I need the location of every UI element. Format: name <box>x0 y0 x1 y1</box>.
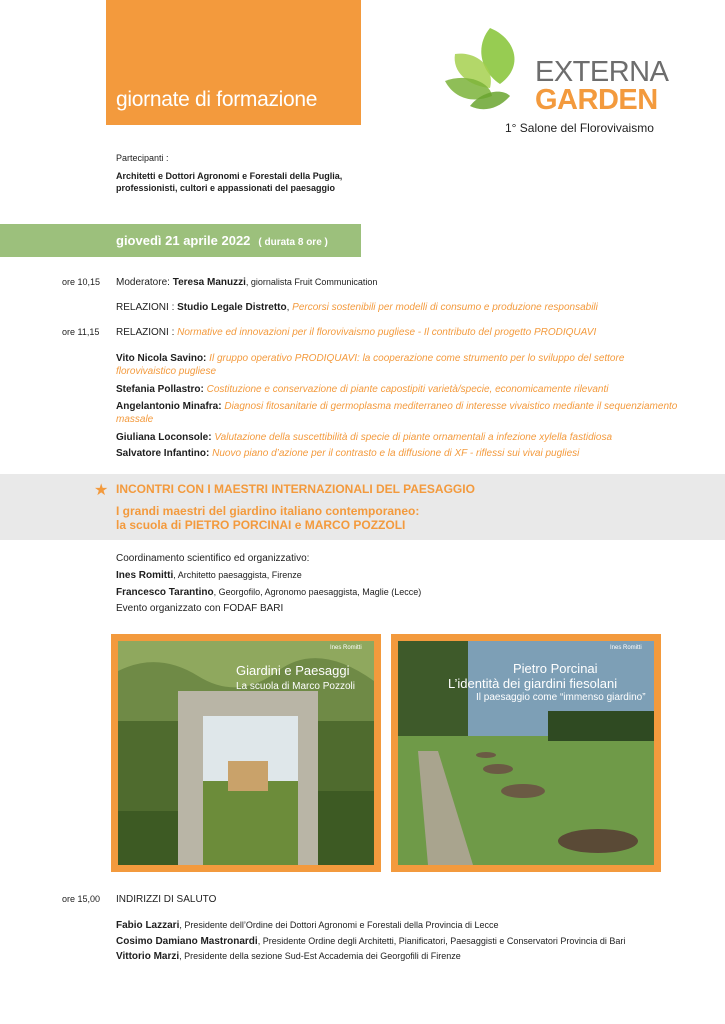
book-title: Pietro Porcinai <box>513 661 598 676</box>
speaker-name: Angelantonio Minafra: <box>116 401 222 412</box>
speaker-talk: Il gruppo operativo PRODIQUAVI: la cooperazione come strumento per lo sviluppo del settore florovivaistico pugliese <box>116 353 625 377</box>
incontri-heading: INCONTRI CON I MAESTRI INTERNAZIONALI DEL PAESAGGIO <box>116 482 475 496</box>
speaker-name: Salvatore Infantino: <box>116 448 210 459</box>
saluto-name: Cosimo Damiano Mastronardi <box>116 936 258 947</box>
event-date-text: giovedì 21 aprile 2022 <box>116 233 251 248</box>
book-author: Ines Romitti <box>330 645 362 651</box>
saluto-role: , Presidente Ordine degli Architetti, Pianificatori, Paesaggisti e Conservatori Provincia di Bari <box>257 936 626 946</box>
coordinator-role: , Georgofilo, Agronomo paesaggista, Maglie (Lecce) <box>213 587 422 597</box>
book-subtitle: La scuola di Marco Pozzoli <box>236 681 355 692</box>
relazioni-1-title: Percorsi sostenibili per modelli di consumo e produzione responsabili <box>292 302 598 313</box>
organizzato-text: Evento organizzato con FODAF BARI <box>116 603 284 614</box>
leaf-logo-icon <box>440 26 540 116</box>
incontri-subtitle <box>116 504 516 532</box>
event-date <box>116 233 328 248</box>
header-banner <box>106 0 361 125</box>
relazioni-2-line <box>116 326 696 339</box>
book-title-line2: L’identità dei giardini fiesolani <box>448 676 618 691</box>
saluto-item <box>116 919 716 932</box>
relazioni-1-name: Studio Legale Distretto <box>177 302 287 313</box>
speaker-talk: Valutazione della suscettibilità di specie di piante ornamentali a infezione xylella fastidiosa <box>214 432 613 443</box>
book-cover-pozzoli <box>111 634 381 872</box>
partecipanti-text: Architetti e Dottori Agronomi e Forestali della Puglia, professionisti, cultori e appassionati del paesaggio <box>116 171 343 193</box>
incontri-subtitle-line2: la scuola di PIETRO PORCINAI e MARCO POZZOLI <box>116 518 406 532</box>
moderatore-label: Moderatore: <box>116 277 170 288</box>
relazioni-2-title: Normative ed innovazioni per il florovivaismo pugliese - Il contributo del progetto PRODIQUAVI <box>177 327 597 338</box>
speaker-talk: Diagnosi fitosanitarie di germoplasma mediterraneo di interesse vivaistico mediante il sequenziamento massale <box>116 401 678 425</box>
saluto-item <box>116 935 716 948</box>
star-icon: ★ <box>94 482 109 499</box>
partecipanti-label: Partecipanti : <box>116 153 169 163</box>
book-subtitle: Il paesaggio come “immenso giardino” <box>476 692 646 703</box>
coordinator-name: Ines Romitti <box>116 570 174 581</box>
relazioni-1-line: RELAZIONI : Studio Legale Distretto, Percorsi sostenibili per modelli di consumo e produzione responsabili <box>116 302 598 313</box>
moderatore-role: , giornalista Fruit Communication <box>245 277 378 287</box>
event-duration: ( durata 8 ore ) <box>258 237 328 248</box>
saluto-heading: INDIRIZZI DI SALUTO <box>116 894 217 905</box>
externa-garden-logo <box>440 26 680 141</box>
book-title: Giardini e Paesaggi <box>236 663 350 678</box>
time-slot-1: ore 10,15 <box>62 277 101 287</box>
saluto-name: Fabio Lazzari <box>116 920 180 931</box>
brand-name-line2: GARDEN <box>535 84 658 116</box>
speaker-item <box>116 352 686 378</box>
coordinamento-label: Coordinamento scientifico ed organizzativo: <box>116 553 310 564</box>
time-slot-3: ore 15,00 <box>62 894 101 904</box>
moderatore-name: Teresa Manuzzi <box>172 277 246 288</box>
speaker-name: Vito Nicola Savino: <box>116 353 207 364</box>
coordinator-role: , Architetto paesaggista, Firenze <box>173 570 302 580</box>
partecipanti-block <box>116 152 376 194</box>
saluto-role: , Presidente dell’Ordine dei Dottori Agronomi e Forestali della Provincia di Lecce <box>179 920 499 930</box>
brand-name-line1: EXTERNA <box>535 56 669 88</box>
book-author: Ines Romitti <box>610 645 642 651</box>
saluto-role: , Presidente della sezione Sud-Est Accademia dei Georgofili di Firenze <box>179 951 461 961</box>
speaker-item <box>116 431 696 444</box>
speaker-item <box>116 400 686 426</box>
time-slot-2: ore 11,15 <box>62 327 100 337</box>
saluto-name: Vittorio Marzi <box>116 951 180 962</box>
incontri-band <box>0 474 725 540</box>
saluto-item <box>116 950 716 963</box>
incontri-subtitle-line1: I grandi maestri del giardino italiano contemporaneo: <box>116 504 420 518</box>
book-cover-porcinai <box>391 634 661 872</box>
coordinamento-block <box>116 551 421 617</box>
coordinator-name: Francesco Tarantino <box>116 587 214 598</box>
speaker-talk: Nuovo piano d’azione per il contrasto e la diffusione di XF - riflessi sui vivai pugliesi <box>212 448 580 459</box>
section-title: giornate di formazione <box>116 88 318 111</box>
relazioni-2-label: RELAZIONI : <box>116 327 175 338</box>
speaker-name: Giuliana Loconsole: <box>116 432 212 443</box>
speaker-item <box>116 447 696 460</box>
moderatore-line <box>116 276 696 289</box>
speaker-name: Stefania Pollastro: <box>116 384 204 395</box>
speaker-talk: Costituzione e conservazione di piante capostipiti varietà/specie, economicamente rilevanti <box>206 384 609 395</box>
relazioni-1-label: RELAZIONI : <box>116 302 175 313</box>
brand-tagline: 1° Salone del Florovivaismo <box>505 121 654 135</box>
date-band <box>0 224 361 257</box>
speaker-item <box>116 383 696 396</box>
